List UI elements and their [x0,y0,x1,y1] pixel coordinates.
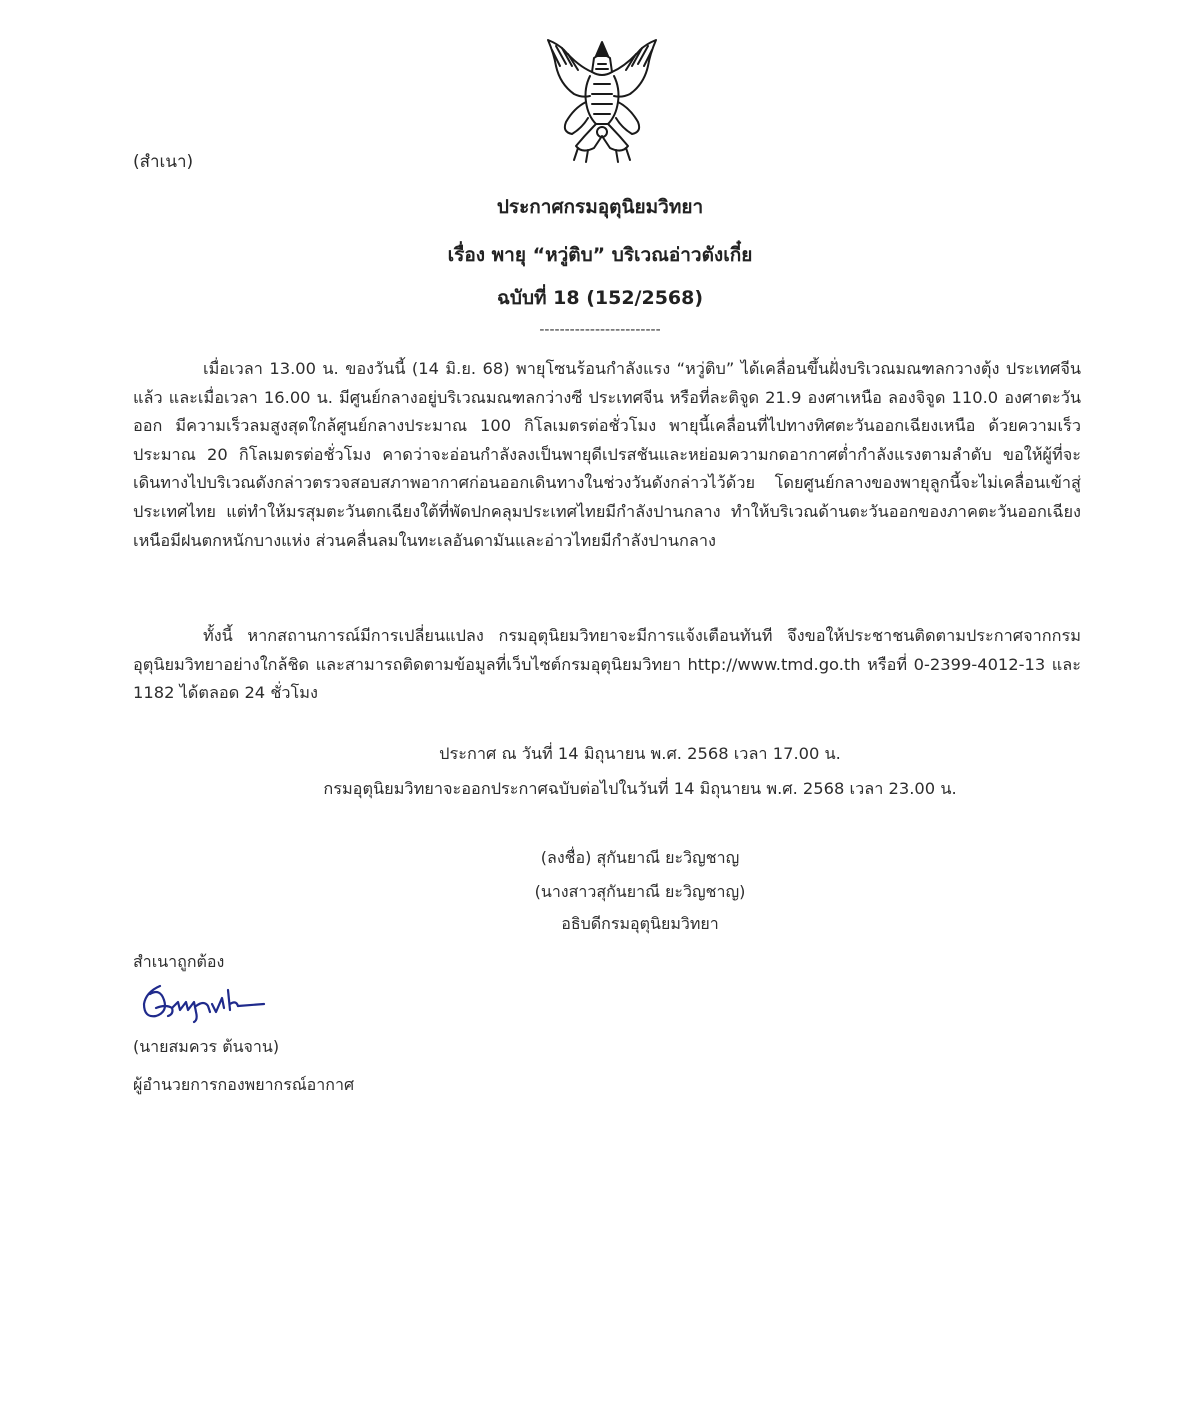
next-issue-notice: กรมอุตุนิยมวิทยาจะออกประกาศฉบับต่อไปในวันที่ 14 มิถุนายน พ.ศ. 2568 เวลา 23.00 น. [323,779,957,798]
copy-mark: (สำเนา) [133,152,194,172]
certifier-name: (นายสมควร ต้นจาน) [133,1037,280,1056]
body-paragraph-2: ทั้งนี้ หากสถานการณ์มีการเปลี่ยนแปลง กรมอุตุนิยมวิทยาจะมีการแจ้งเตือนทันที จึงขอให้ประชาชนติดตามประกาศจากกรมอุตุนิยมวิทยาอย่างใกล้ชิด และสามารถติดตามข้อมูลที่เว็บไซต์กรมอุตุนิยมวิทยา http://www.tmd.go.th หรือที่ 0-2399-4012-13 และ 1182 ได้ตลอด 24 ชั่วโมง [133,626,1081,703]
signer-full-name: (นางสาวสุกันยาณี ยะวิญชาญ) [534,882,746,901]
body-paragraph-1: เมื่อเวลา 13.00 น. ของวันนี้ (14 มิ.ย. 68) พายุโซนร้อนกำลังแรง “หวู่ติบ” ได้เคลื่อนขึ้นฝั่งบริเวณมณฑลกวางตุ้ง ประเทศจีนแล้ว และเมื่อเวลา 16.00 น. มีศูนย์กลางอยู่บริเวณมณฑลกว่างซี ประเทศจีน หรือที่ละติจูด 21.9 องศาเหนือ ลองจิจูด 110.0 องศาตะวันออก มีความเร็วลมสูงสุดใกล้ศูนย์กลางประมาณ 100 กิโลเมตรต่อชั่วโมง พายุนี้เคลื่อนที่ไปทางทิศตะวันออกเฉียงเหนือ ด้วยความเร็วประมาณ 20 กิโลเมตรต่อชั่วโมง คาดว่าจะอ่อนกำลังลงเป็นพายุดีเปรสชันและหย่อมความกดอากาศต่ำกำลังแรงตามลำดับ ขอให้ผู้ที่จะเดินทางไปบริเวณดังกล่าวตรวจสอบสภาพอากาศก่อนออกเดินทางในช่วงวันดังกล่าวไว้ด้วย โดยศูนย์กลางของพายุลูกนี้จะไม่เคลื่อนเข้าสู่ประเทศไทย แต่ทำให้มรสุมตะวันตกเฉียงใต้ที่พัดปกคลุมประเทศไทยมีกำลังปานกลาง ทำให้บริเวณด้านตะวันออกของภาคตะวันออกเฉียงเหนือมีฝนตกหนักบางแห่ง ส่วนคลื่นลมในทะเลอันดามันและอ่าวไทยมีกำลังปานกลาง [133,359,1081,550]
title-divider: ------------------------ [539,322,661,338]
signed-by-line: (ลงชื่อ) สุกันยาณี ยะวิญชาญ [540,848,740,867]
announcement-date: ประกาศ ณ วันที่ 14 มิถุนายน พ.ศ. 2568 เวลา 17.00 น. [439,744,841,763]
signer-position: อธิบดีกรมอุตุนิยมวิทยา [561,914,719,933]
garuda-emblem-icon [538,36,666,166]
announcement-issue-number: ฉบับที่ 18 (152/2568) [496,287,704,309]
announcement-subject: เรื่อง พายุ “หวู่ติบ” บริเวณอ่าวตังเกี๋ย [447,244,753,266]
handwritten-signature [138,978,268,1026]
certified-copy-label: สำเนาถูกต้อง [133,952,225,971]
certifier-position: ผู้อำนวยการกองพยากรณ์อากาศ [133,1075,355,1094]
announcement-title: ประกาศกรมอุตุนิยมวิทยา [496,196,704,218]
